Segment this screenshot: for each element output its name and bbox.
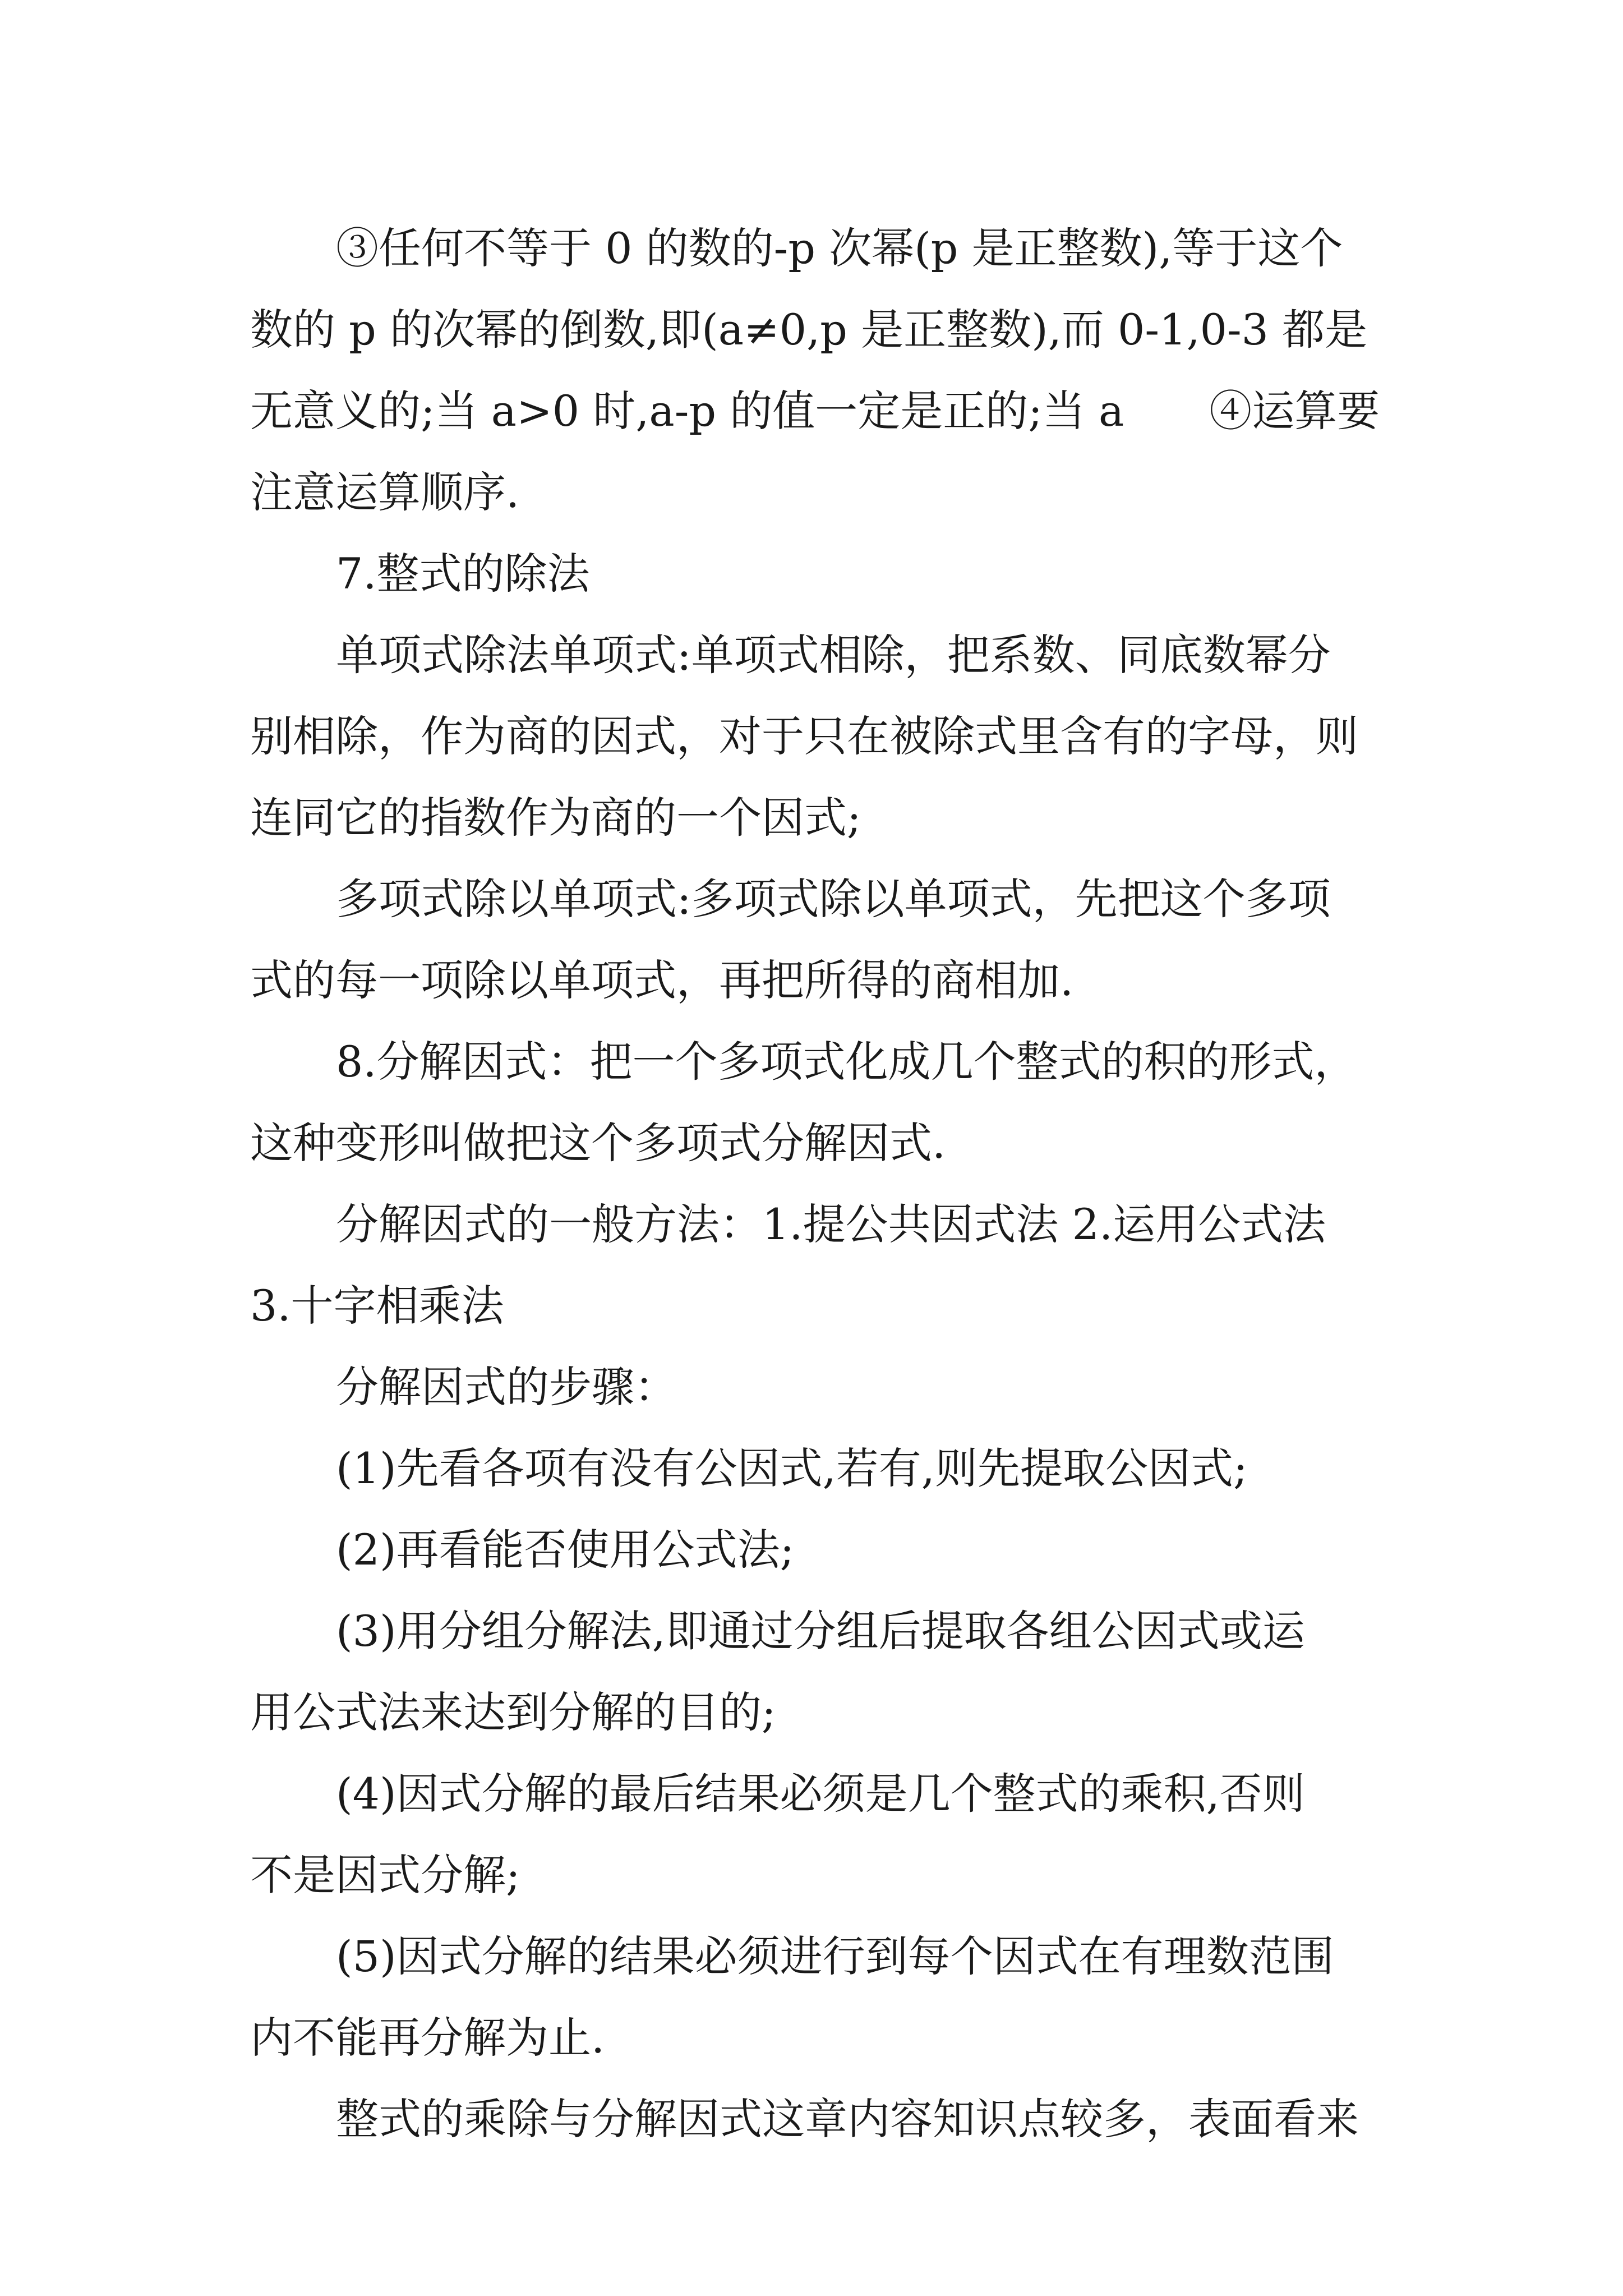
text-line: 分解因式的一般方法：1.提公共因式法 2.运用公式法	[336, 1199, 1326, 1249]
text-line: 不是因式分解;	[250, 1850, 520, 1900]
text-line: 分解因式的步骤：	[336, 1362, 677, 1412]
text-line: 无意义的;当 a>0 时,a-p 的值一定是正的;当 a ④运算要	[250, 386, 1380, 436]
text-line: 内不能再分解为止.	[250, 2013, 605, 2063]
text-line: 7.整式的除法	[336, 549, 590, 599]
document-body	[250, 208, 1380, 2160]
text-line: (3)用分组分解法,即通过分组后提取各组公因式或运	[336, 1606, 1305, 1656]
text-line: 用公式法来达到分解的目的;	[250, 1687, 776, 1737]
text-line: (4)因式分解的最后结果必须是几个整式的乘积,否则	[336, 1769, 1305, 1819]
text-line: (2)再看能否使用公式法;	[336, 1525, 795, 1575]
text-line: 注意运算顺序.	[250, 467, 520, 517]
text-line: 连同它的指数作为商的一个因式;	[250, 793, 861, 843]
text-line: 3.十字相乘法	[250, 1281, 504, 1331]
text-line: 别相除，作为商的因式，对于只在被除式里含有的字母，则	[250, 711, 1358, 761]
text-line: (1)先看各项有没有公因式,若有,则先提取公因式;	[336, 1443, 1248, 1493]
text-line: 式的每一项除以单项式，再把所得的商相加.	[250, 955, 1074, 1005]
text-line: 这种变形叫做把这个多项式分解因式.	[250, 1118, 946, 1168]
text-line: 数的 p 的次幂的倒数,即(a≠0,p 是正整数),而 0-1,0-3 都是	[250, 305, 1368, 355]
text-line: 单项式除法单项式:单项式相除，把系数、同底数幂分	[336, 630, 1331, 680]
text-line: 整式的乘除与分解因式这章内容知识点较多，表面看来	[336, 2094, 1359, 2144]
text-line: 8.分解因式：把一个多项式化成几个整式的积的形式，	[336, 1037, 1357, 1087]
text-line: 多项式除以单项式:多项式除以单项式，先把这个多项	[336, 874, 1331, 924]
text-line: ③任何不等于 0 的数的-p 次幂(p 是正整数),等于这个	[336, 223, 1343, 273]
text-line: (5)因式分解的结果必须进行到每个因式在有理数范围	[336, 1931, 1334, 1981]
